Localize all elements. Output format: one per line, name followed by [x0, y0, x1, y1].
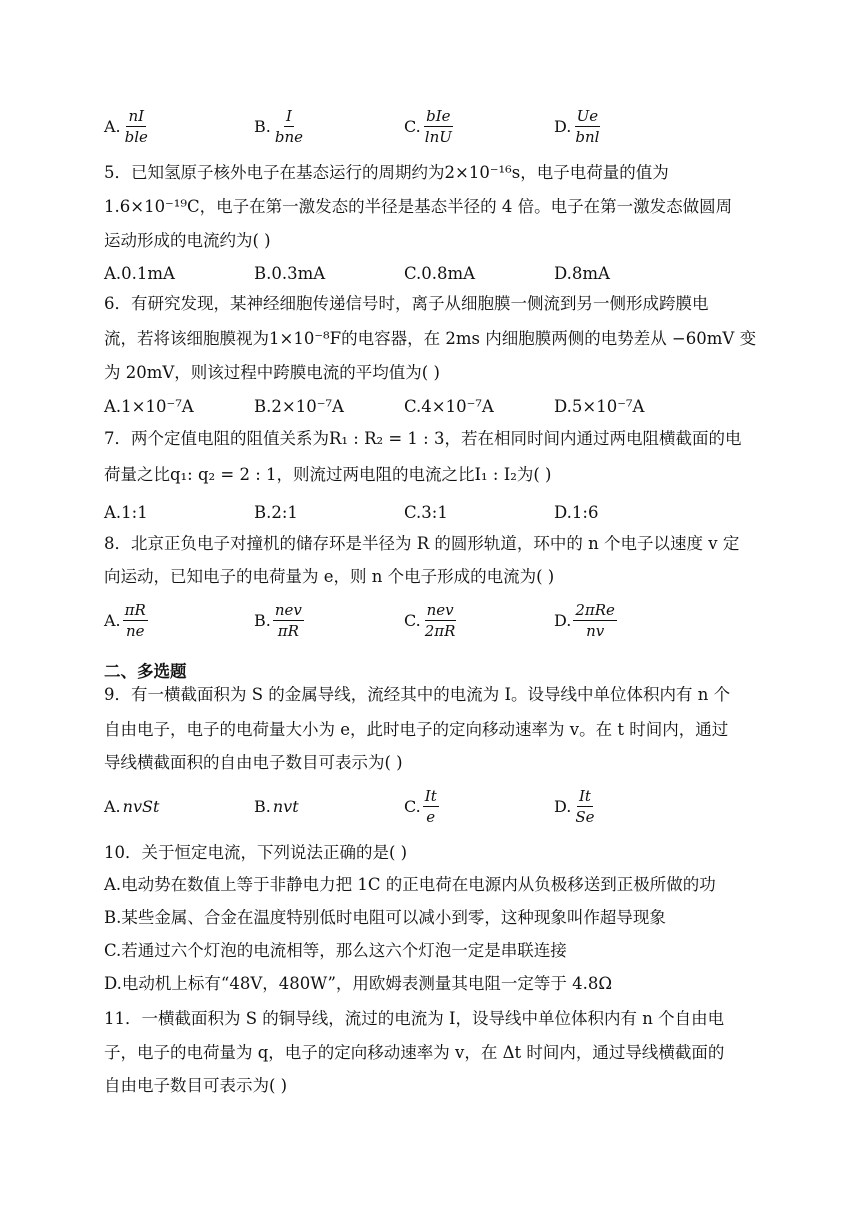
q6-option-d: D.5×10⁻⁷A: [554, 397, 645, 416]
q11-line-2: 子，电子的电荷量为 q，电子的定向移动速率为 v，在 Δt 时间内，通过导线横截面的: [104, 1043, 725, 1062]
q10-line-1: 10．关于恒定电流，下列说法正确的是( ): [104, 843, 408, 862]
q9-option-c: C. $\frac{It}{e}$: [404, 786, 437, 826]
q7-option-c: C.3:1: [404, 503, 448, 522]
q5-option-b: B.0.3mA: [254, 264, 326, 283]
q7-option-b: B.2:1: [254, 503, 298, 522]
q10-option-d: D.电动机上标有“48V，480W”，用欧姆表测量其电阻一定等于 4.8Ω: [104, 974, 613, 993]
q8-option-c: C. $\frac{\text{nev}}{2\pi R}$: [404, 600, 456, 640]
q6-option-b: B.2×10⁻⁷A: [254, 397, 344, 416]
q10-option-b: B.某些金属、合金在温度特别低时电阻可以减小到零，这种现象叫作超导现象: [104, 908, 666, 927]
fraction: $\frac{\text{2πRe}}{nv}$: [575, 600, 615, 640]
q5-option-c: C.0.8mA: [404, 264, 476, 283]
q9-option-b: B. nvt: [254, 796, 299, 816]
q7-line-2: 荷量之比q₁: q₂ = 2 : 1，则流过两电阻的电流之比I₁ : I₂为( ): [104, 465, 552, 484]
q9-line-2: 自由电子，电子的电荷量大小为 e，此时电子的定向移动速率为 v。在 t 时间内，通过: [104, 720, 729, 739]
q6-line-3: 为 20mV，则该过程中跨膜电流的平均值为( ): [104, 363, 440, 382]
q11-line-1: 11．一横截面积为 S 的铜导线，流过的电流为 I，设导线中单位体积内有 n 个自由电: [104, 1009, 725, 1028]
q5-line-1: 5．已知氢原子核外电子在基态运行的周期约为2×10⁻¹⁶s，电子电荷量的值为: [104, 163, 669, 182]
q8-line-2: 向运动，已知电子的电荷量为 e，则 n 个电子形成的电流为( ): [104, 567, 555, 586]
q10-option-c: C.若通过六个灯泡的电流相等，那么这六个灯泡一定是串联连接: [104, 941, 567, 960]
q9-options: [104, 784, 784, 828]
fraction: $\frac{\text{nev}}{2\pi R}$: [424, 600, 456, 640]
fraction: $\frac{I}{\text{bne}}$: [274, 106, 303, 146]
q6-line-1: 6．有研究发现，某神经细胞传递信号时，离子从细胞膜一侧流到另一侧形成跨膜电: [104, 294, 709, 313]
q9-line-3: 导线横截面积的自由电子数目可表示为( ): [104, 753, 403, 772]
fraction: $\frac{\pi R}{ne}$: [124, 600, 146, 640]
q6-option-c: C.4×10⁻⁷A: [404, 397, 494, 416]
q4-option-d: D. $\frac{Ue}{\text{bnl}}$: [554, 106, 600, 146]
q9-option-a: A. nvSt: [104, 796, 160, 816]
q6-line-2: 流，若将该细胞膜视为1×10⁻⁸F的电容器，在 2ms 内细胞膜两侧的电势差从 −60mV 变: [104, 329, 757, 348]
fraction: $\frac{\text{bIe}}{\ln U}$: [424, 106, 452, 146]
q4-option-c: C. $\frac{\text{bIe}}{\ln U}$: [404, 106, 452, 146]
q5-option-a: A.0.1mA: [104, 264, 175, 283]
q4-option-b: B. $\frac{I}{\text{bne}}$: [254, 106, 303, 146]
q8-option-d: D. $\frac{\text{2πRe}}{nv}$: [554, 600, 615, 640]
section-heading-multiple-choice: 二、多选题: [104, 662, 187, 681]
fraction: $\frac{nI}{\text{ble}}$: [124, 106, 148, 146]
q8-options: [104, 598, 784, 642]
q5-line-2: 1.6×10⁻¹⁹C，电子在第一激发态的半径是基态半径的 4 倍。电子在第一激发态做圆周: [104, 197, 733, 216]
q8-option-b: B. $\frac{\text{nev}}{\pi R}$: [254, 600, 302, 640]
fraction: $\frac{Ue}{\text{bnl}}$: [575, 106, 600, 146]
q9-option-d: D. $\frac{It}{Se}$: [554, 786, 595, 826]
fraction: $\frac{\text{nev}}{\pi R}$: [274, 600, 302, 640]
fraction: $\frac{It}{e}$: [424, 786, 437, 826]
q5-option-d: D.8mA: [554, 264, 610, 283]
fraction: $\frac{It}{Se}$: [575, 786, 595, 826]
q8-line-1: 8．北京正负电子对撞机的储存环是半径为 R 的圆形轨道，环中的 n 个电子以速度 v 定: [104, 534, 740, 553]
q5-line-3: 运动形成的电流约为( ): [104, 231, 271, 250]
q7-line-1: 7．两个定值电阻的阻值关系为R₁ : R₂ = 1 : 3，若在相同时间内通过两电阻横截面的电: [104, 429, 742, 448]
q11-line-3: 自由电子数目可表示为( ): [104, 1076, 288, 1095]
q4-option-a: A. $\frac{nI}{\text{ble}}$: [104, 106, 148, 146]
q10-option-a: A.电动势在数值上等于非静电力把 1C 的正电荷在电源内从负极移送到正极所做的功: [104, 875, 716, 894]
q8-option-a: A. $\frac{\pi R}{ne}$: [104, 600, 146, 640]
q7-option-d: D.1:6: [554, 503, 599, 522]
q6-option-a: A.1×10⁻⁷A: [104, 397, 194, 416]
q4-options: [104, 104, 784, 148]
q9-line-1: 9．有一横截面积为 S 的金属导线，流经其中的电流为 I。设导线中单位体积内有 n 个: [104, 685, 731, 704]
q7-option-a: A.1:1: [104, 503, 148, 522]
